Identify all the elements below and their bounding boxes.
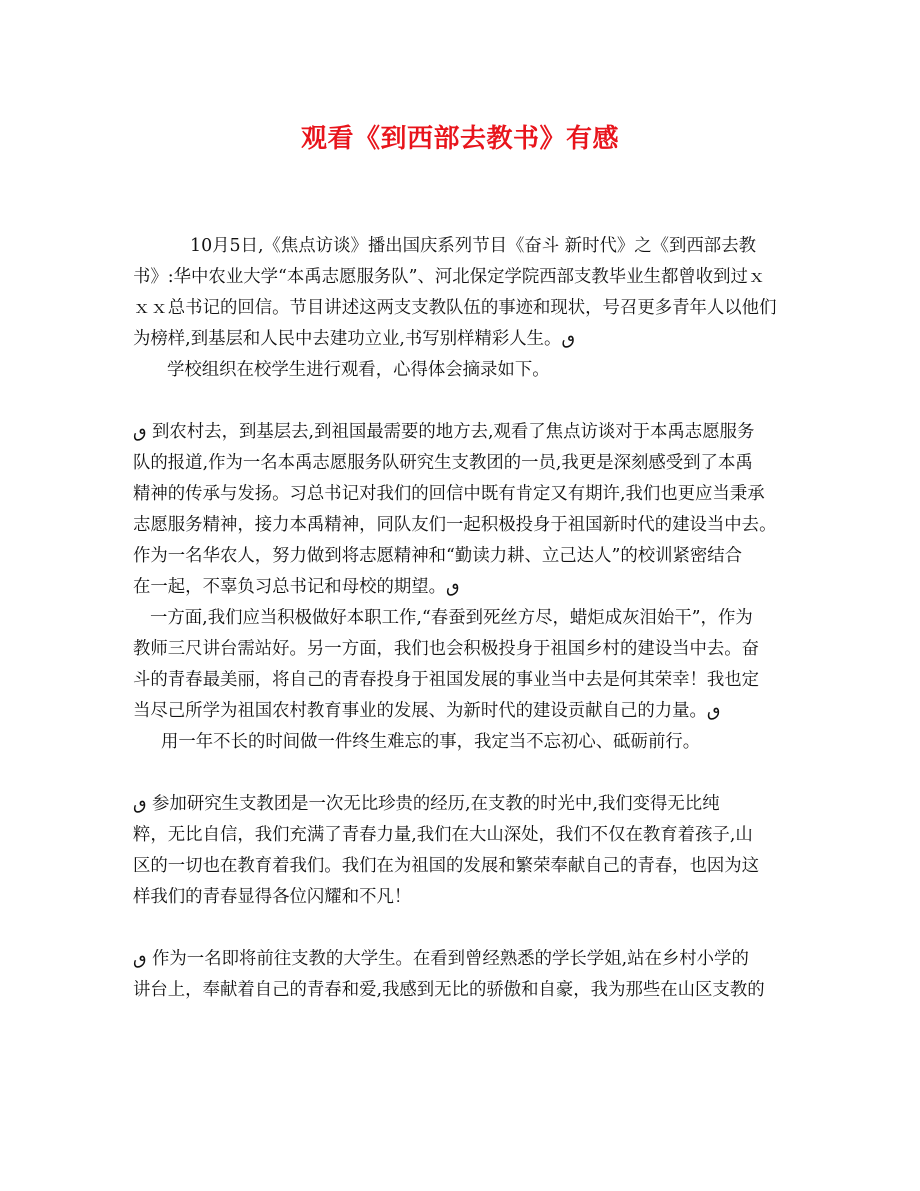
text-line: 样我们的青春显得各位闪耀和不凡！ [133,887,412,907]
text-line: 作为一名华农人，努力做到将志愿精神和“勤读力耕、立己达人”的校训紧密结合 [133,546,743,566]
text-line: 为榜样,到基层和人民中去建功立业,书写别样精彩人生。ٯ [133,329,575,349]
text-line: 精神的传承与发扬。习总书记对我们的回信中既有肯定又有期许,我们也更应当秉承 [133,484,765,504]
text-line: 教师三尺讲台需站好。另一方面，我们也会积极投身于祖国乡村的建设当中去。奋 [133,639,760,659]
text-line: ٯ 作为一名即将前往支教的大学生。在看到曾经熟悉的学长学姐,站在乡村小学的 [133,949,749,969]
text-line: 区的一切也在教育着我们。我们在为祖国的发展和繁荣奉献自己的青春，也因为这 [133,856,760,876]
text-line: ٯ 到农村去，到基层去,到祖国最需要的地方去,观看了焦点访谈对于本禹志愿服务 [133,422,755,442]
text-line: 志愿服务精神，接力本禹精神，同队友们一起积极投身于祖国新时代的建设当中去。 [133,515,777,535]
text-line: 斗的青春最美丽，将自己的青春投身于祖国发展的事业当中去是何其荣幸！我也定 [133,670,760,690]
document-title: 观看《到西部去教书》有感 [300,124,619,154]
text-line: 学校组织在校学生进行观看，心得体会摘录如下。 [167,360,550,380]
text-line: 一方面,我们应当积极做好本职工作,“春蚕到死丝方尽，蜡炬成灰泪始干”，作为 [150,608,753,628]
text-line: ٯ 参加研究生支教团是一次无比珍贵的经历,在支教的时光中,我们变得无比纯 [133,794,720,814]
text-line: 书》:华中农业大学“本禹志愿服务队”、河北保定学院西部支教毕业生都曾收到过ｘ [133,267,766,287]
text-line: 用一年不长的时间做一件终生难忘的事，我定当不忘初心、砥砺前行。 [161,732,701,752]
text-line: ｘｘ总书记的回信。节目讲述这两支支教队伍的事迹和现状，号召更多青年人以他们 [133,298,777,318]
text-line: 讲台上，奉献着自己的青春和爱,我感到无比的骄傲和自豪，我为那些在山区支教的 [133,980,765,1000]
text-line: 在一起，不辜负习总书记和母校的期望。ٯ [133,577,460,597]
text-line: 当尽己所学为祖国农村教育事业的发展、为新时代的建设贡献自己的力量。ٯ [133,701,721,721]
text-line: 队的报道,作为一名本禹志愿服务队研究生支教团的一员,我更是深刻感受到了本禹 [133,453,753,473]
text-line: 粹，无比自信，我们充满了青春力量,我们在大山深处，我们不仅在教育着孩子,山 [133,825,753,845]
text-line: 10月5日,《焦点访谈》播出国庆系列节目《奋斗 新时代》之《到西部去教 [190,236,756,256]
